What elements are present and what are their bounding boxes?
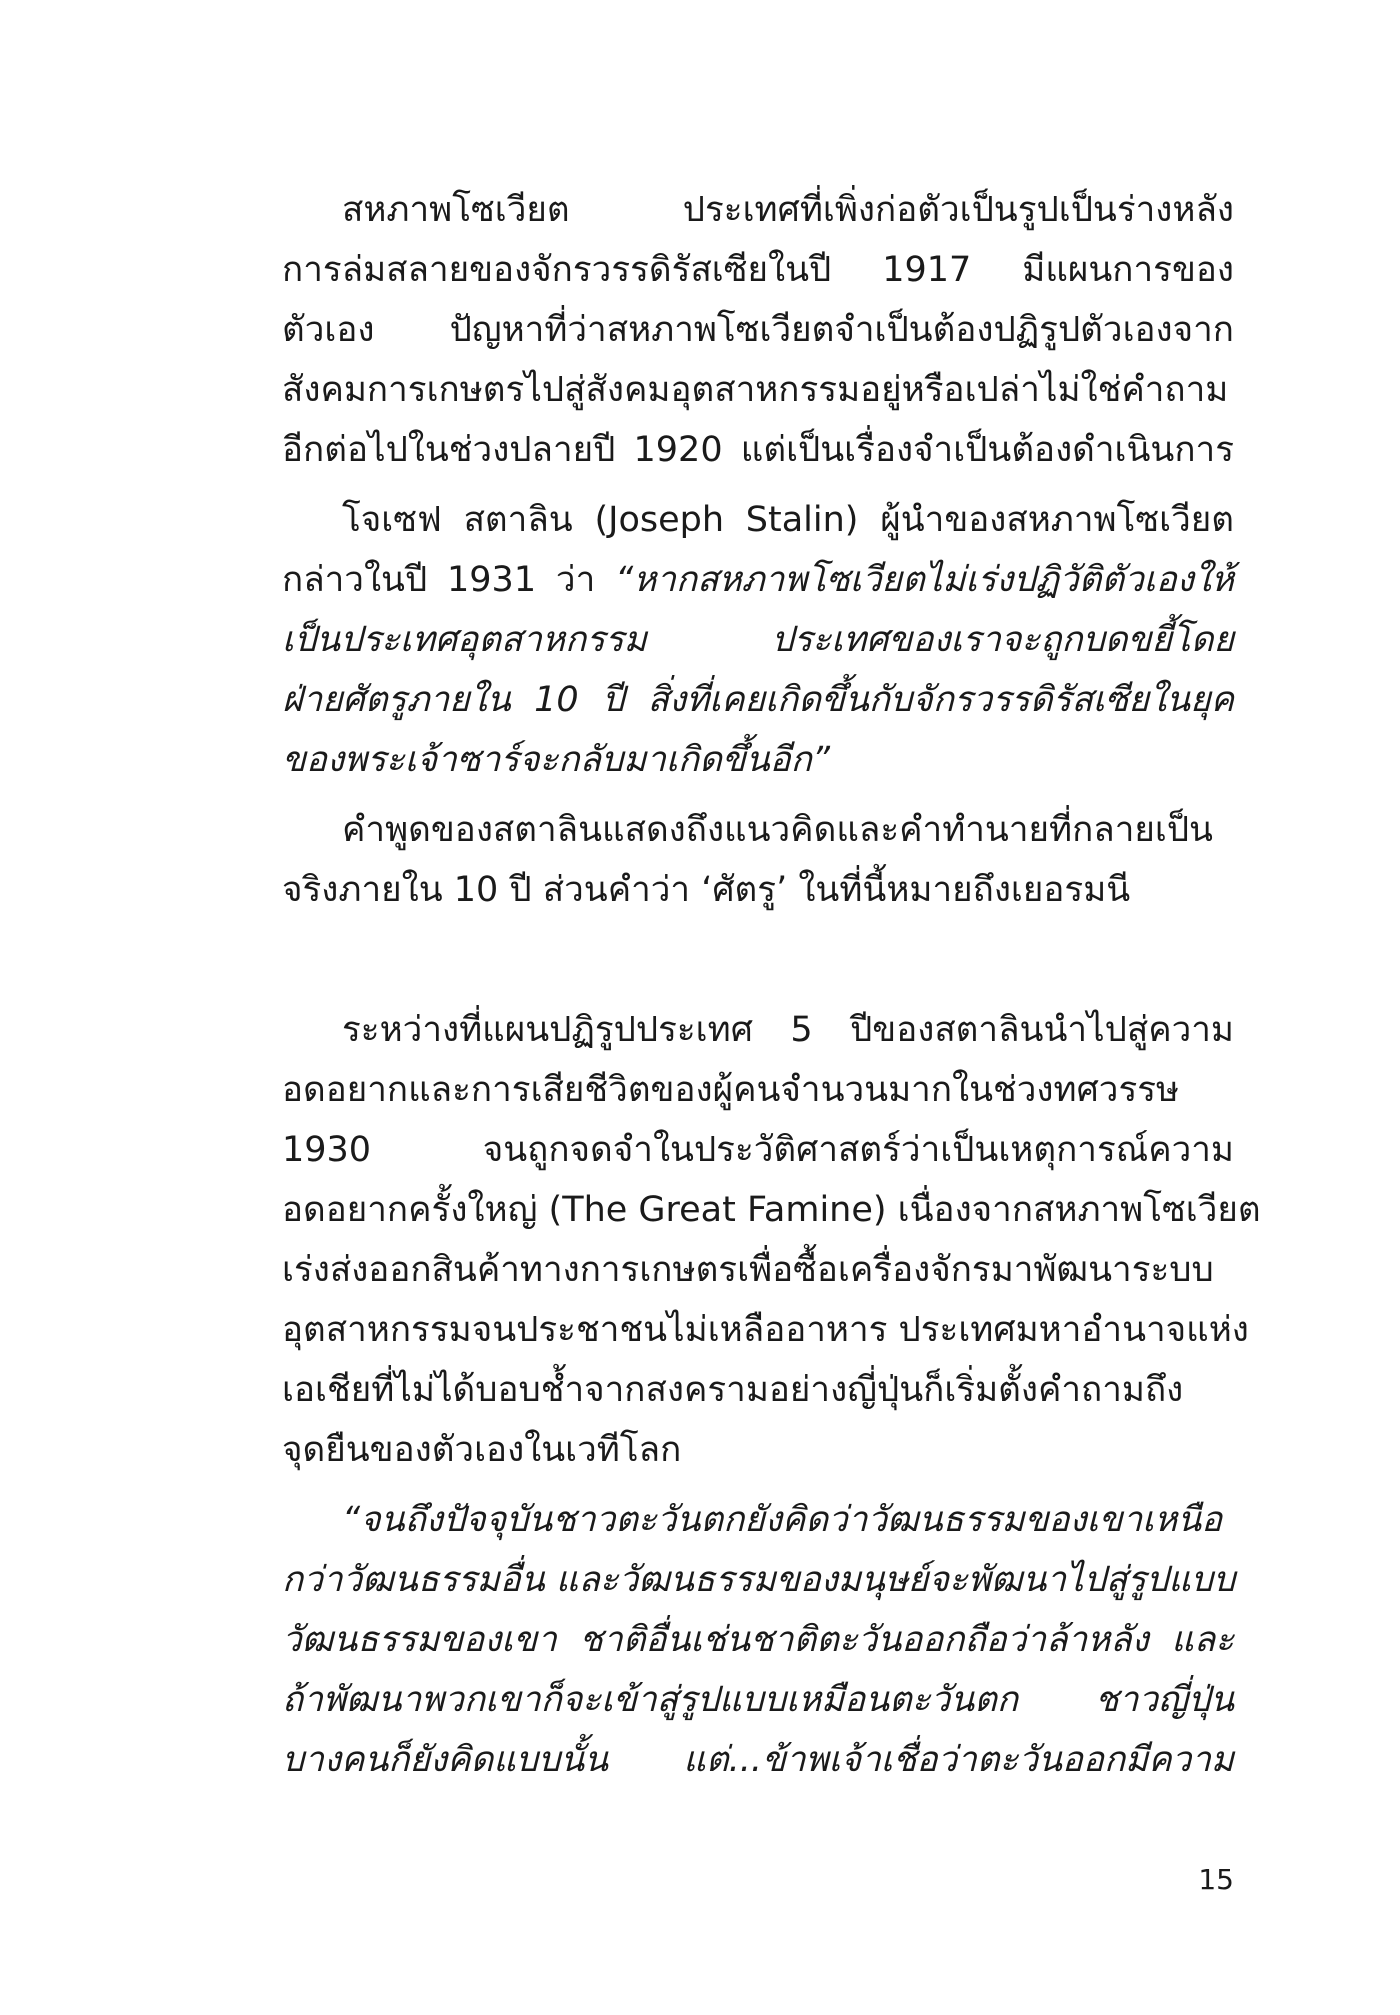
p5-line-4: ถ้าพัฒนาพวกเขาก็จะเข้าสู่รูปแบบเหมือนตะวันตก ชาวญี่ปุ่น: [282, 1680, 1234, 1720]
p1-line-5: อีกต่อไปในช่วงปลายปี 1920 แต่เป็นเรื่องจำเป็นต้องดำเนินการ: [282, 430, 1234, 470]
page-number: 15: [1198, 1863, 1234, 1896]
p4-line-2: อดอยากและการเสียชีวิตของผู้คนจำนวนมากในช่วงทศวรรษ: [282, 1070, 1180, 1110]
p4-line-6: อุตสาหกรรมจนประชาชนไม่เหลืออาหาร ประเทศมหาอำนาจแห่ง: [282, 1310, 1249, 1350]
p2-line-2: [282, 550, 1234, 610]
p2-line-5: ของพระเจ้าซาร์จะกลับมาเกิดขึ้นอีก”: [282, 740, 831, 780]
p1-line-2: การล่มสลายของจักรวรรดิรัสเซียในปี 1917 มีแผนการของ: [282, 250, 1234, 290]
p4-line-8: จุดยืนของตัวเองในเวทีโลก: [282, 1430, 682, 1470]
p1-line-4: สังคมการเกษตรไปสู่สังคมอุตสาหกรรมอยู่หรือเปล่าไม่ใช่คำถาม: [282, 370, 1229, 410]
p2-line-2-text: กล่าวในปี 1931 ว่า: [282, 560, 616, 600]
p4-line-4: อดอยากครั้งใหญ่ (The Great Famine) เนื่องจากสหภาพโซเวียต: [282, 1190, 1261, 1230]
p4-line-5: เร่งส่งออกสินค้าทางการเกษตรเพื่อซื้อเครื่องจักรมาพัฒนาระบบ: [282, 1250, 1214, 1290]
p4-line-7: เอเชียที่ไม่ได้บอบช้ำจากสงครามอย่างญี่ปุ่นก็เริ่มตั้งคำถามถึง: [282, 1370, 1184, 1410]
p2-line-2-quote: “หากสหภาพโซเวียตไม่เร่งปฏิวัติตัวเองให้: [615, 560, 1234, 600]
p3-line-2: จริงภายใน 10 ปี ส่วนคำว่า ‘ศัตรู’ ในที่นี้หมายถึงเยอรมนี: [282, 870, 1131, 910]
p2-line-3: เป็นประเทศอุตสาหกรรม ประเทศของเราจะถูกบดขยี้โดย: [282, 620, 1234, 660]
p1-line-1: สหภาพโซเวียต ประเทศที่เพิ่งก่อตัวเป็นรูปเป็นร่างหลัง: [342, 190, 1234, 230]
p1-line-3: ตัวเอง ปัญหาที่ว่าสหภาพโซเวียตจำเป็นต้องปฏิรูปตัวเองจาก: [282, 310, 1234, 350]
p5-line-3: วัฒนธรรมของเขา ชาติอื่นเช่นชาติตะวันออกถือว่าล้าหลัง และ: [282, 1620, 1234, 1660]
p4-line-1: ระหว่างที่แผนปฏิรูปประเทศ 5 ปีของสตาลินนำไปสู่ความ: [342, 1010, 1234, 1050]
p5-line-5: บางคนก็ยังคิดแบบนั้น แต่...ข้าพเจ้าเชื่อว่าตะวันออกมีความ: [282, 1740, 1234, 1780]
p5-line-1: “จนถึงปัจจุบันชาวตะวันตกยังคิดว่าวัฒนธรรมของเขาเหนือ: [342, 1500, 1223, 1540]
p2-line-1: โจเซฟ สตาลิน (Joseph Stalin) ผู้นำของสหภาพโซเวียต: [342, 500, 1234, 540]
p5-line-2: กว่าวัฒนธรรมอื่น และวัฒนธรรมของมนุษย์จะพัฒนาไปสู่รูปแบบ: [282, 1560, 1236, 1600]
p3-line-1: คำพูดของสตาลินแสดงถึงแนวคิดและคำทำนายที่กลายเป็น: [342, 810, 1213, 850]
p4-line-3: 1930 จนถูกจดจำในประวัติศาสตร์ว่าเป็นเหตุการณ์ความ: [282, 1130, 1234, 1170]
p2-line-4: ฝ่ายศัตรูภายใน 10 ปี สิ่งที่เคยเกิดขึ้นกับจักรวรรดิรัสเซียในยุค: [282, 680, 1234, 720]
